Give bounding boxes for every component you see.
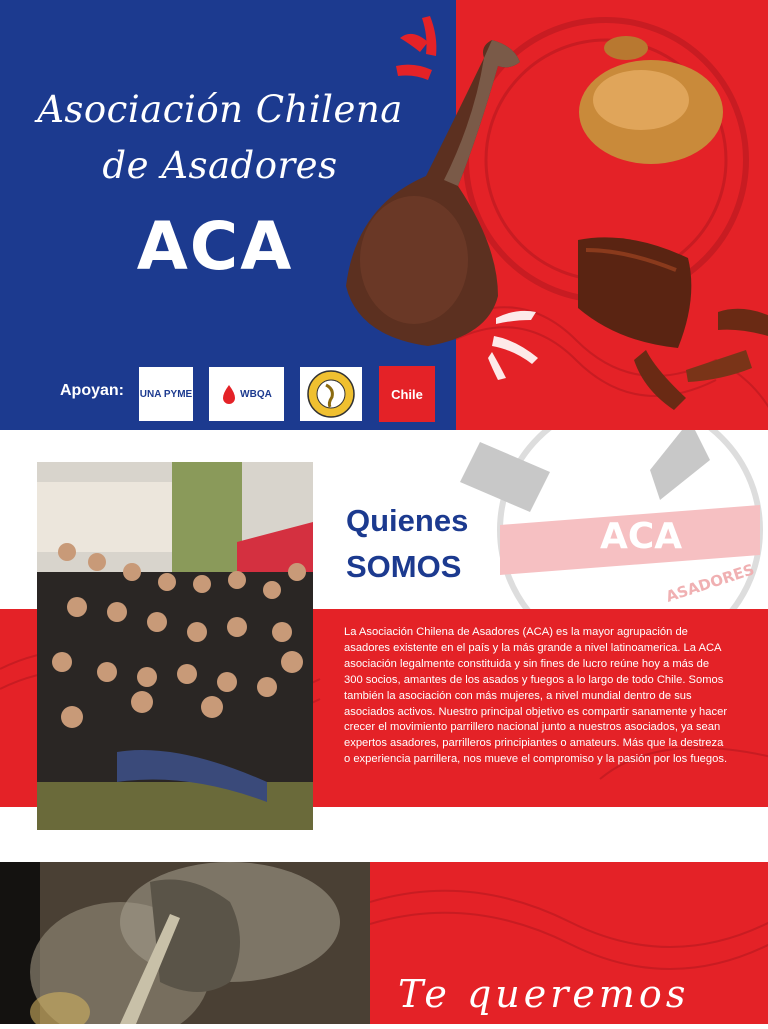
- hero-title-line2: de Asadores: [102, 144, 338, 187]
- steak-image: [342, 30, 532, 360]
- sponsor-name: WBQA: [240, 388, 272, 400]
- sponsor-logo-circle[interactable]: [300, 367, 362, 421]
- seal-icon: [306, 369, 356, 419]
- sponsor-logo-chile[interactable]: [379, 366, 435, 422]
- hero-banner: [0, 0, 768, 430]
- supporters-label: Apoyan:: [60, 382, 124, 399]
- about-title-line1: Quienes: [346, 503, 469, 538]
- flame-icon: [221, 384, 237, 404]
- about-body-text: La Asociación Chilena de Asadores (ACA) es la mayor agrupación de asadores existente en el país y la más grande a nivel latinoamerica. La ACA asociación legalmente constituida y sin fines de lucro reúne hoy a más de 300 socios, amantes de los asados y fuegos a lo largo de todo Chile. Somos también la asociación con más mujeres, a nivel mundial dentro de sus asociados activos. Nuestro principal objetivo es compartir sanamente y hacer crecer el movimiento parrillero nacional junto a nuestros asociados, ya sean expertos asadores, parrilleros principiantes o amateurs. Más que la destreza o experiencia parrillera, nos mueve el compromiso y la pasión por los fuegos.: [344, 626, 728, 766]
- sponsor-name: UNA PYME: [139, 388, 193, 400]
- watermark-ring-text: ASADORES: [663, 560, 757, 606]
- hero-title: [20, 82, 420, 194]
- about-title-line2: SOMOS: [346, 549, 462, 584]
- sponsor-logo-unapyme[interactable]: [139, 367, 193, 421]
- members-group-photo: [37, 462, 313, 830]
- fire-photo-illustration: [0, 862, 370, 1024]
- group-photo-illustration: [37, 462, 313, 830]
- sponsor-name: Chile: [391, 386, 423, 402]
- about-title: [346, 498, 468, 590]
- sponsor-logo-wbqa[interactable]: [209, 367, 284, 421]
- hero-acronym: ACA: [136, 208, 294, 285]
- hero-title-line1: Asociación Chilena: [37, 88, 403, 131]
- aca-watermark: [460, 430, 768, 610]
- watermark-text: ACA: [600, 516, 683, 557]
- fire-photo: [0, 862, 370, 1024]
- footer-headline: Te queremos: [398, 972, 690, 1016]
